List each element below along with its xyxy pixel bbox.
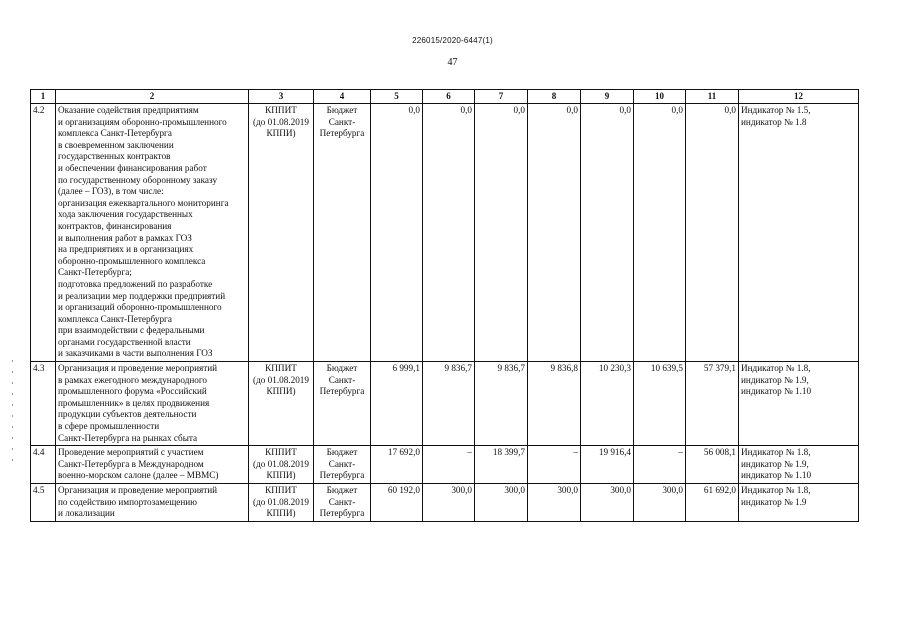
measure-description (56, 484, 249, 522)
value-cell: 18 399,7 (475, 446, 528, 484)
value-cell: 0,0 (423, 104, 475, 362)
executor-cell-line: КППИ) (266, 508, 296, 519)
funding-source-cell-line: Петербурга (319, 470, 365, 481)
measure-description-line: комплекса Санкт-Петербурга (58, 128, 172, 139)
document-id: 226015/2020-6447(1) (412, 36, 493, 45)
table-row (31, 104, 859, 362)
measure-description-line: Организация и проведение мероприятий (58, 363, 218, 374)
executor-cell-line: (до 01.08.2019 (253, 496, 309, 507)
measure-description-line: (далее – ГОЗ), в том числе: (58, 186, 164, 197)
indicators-cell-line: Индикатор № 1.8, (741, 363, 811, 374)
table-body (31, 104, 859, 522)
row-number: 4.2 (31, 104, 56, 362)
value-cell: 19 916,4 (581, 446, 634, 484)
funding-source-cell-line: Бюджет (326, 485, 358, 495)
value-cell: 57 379,1 (686, 362, 739, 446)
indicators-cell-line: Индикатор № 1.5, (741, 105, 811, 115)
executor-cell (249, 362, 314, 446)
table-row (31, 446, 859, 484)
value-cell: 0,0 (528, 104, 581, 362)
executor-cell-line: КППИТ (265, 363, 297, 374)
column-number-3: 3 (249, 90, 314, 104)
funding-source-cell-line: Петербурга (319, 386, 365, 397)
measure-description-line: при взаимодействии с федеральными (58, 325, 205, 336)
funding-source-cell-line: Петербурга (319, 508, 365, 519)
indicators-cell-line: Индикатор № 1.8, (741, 447, 811, 458)
value-cell: 300,0 (475, 484, 528, 522)
executor-cell-line: (до 01.08.2019 (253, 458, 309, 469)
measure-description-line: по содействию импортозамещению (58, 496, 198, 507)
column-number-7: 7 (475, 90, 528, 104)
page-number: 47 (447, 57, 458, 68)
measure-description (56, 446, 249, 484)
row-number: 4.4 (31, 446, 56, 484)
executor-cell-line: (до 01.08.2019 (253, 374, 309, 385)
indicators-cell-line: индикатор № 1.9, (741, 374, 809, 385)
indicators-cell-line: индикатор № 1.8 (741, 116, 807, 127)
measure-description (56, 104, 249, 362)
measure-description-line: хода заключения государственных (58, 209, 193, 220)
column-number-2: 2 (56, 90, 249, 104)
executor-cell-line: КППИ) (266, 470, 296, 481)
executor-cell-line: КППИ) (266, 128, 296, 139)
measure-description-line: продукции субъектов деятельности (58, 409, 197, 420)
column-number-9: 9 (581, 90, 634, 104)
column-number-1: 1 (31, 90, 56, 104)
value-cell: – (634, 446, 686, 484)
measure-description-line: комплекса Санкт-Петербурга (58, 313, 172, 324)
funding-source-cell-line: Бюджет (326, 447, 358, 458)
indicators-cell-line: индикатор № 1.9, (741, 458, 809, 469)
measure-description-line: Оказание содействия предприятиям (58, 105, 199, 115)
measure-description-line: Санкт-Петербурга в Международном (58, 458, 204, 469)
value-cell: 0,0 (475, 104, 528, 362)
value-cell: – (423, 446, 475, 484)
column-number-11: 11 (686, 90, 739, 104)
value-cell: 9 836,7 (423, 362, 475, 446)
measure-description-line: в своевременном заключении (58, 139, 174, 150)
measure-description-line: промышленного форума «Российский (58, 386, 207, 397)
value-cell: 6 999,1 (371, 362, 423, 446)
column-number-12: 12 (739, 90, 859, 104)
value-cell: 61 692,0 (686, 484, 739, 522)
measure-description-line: по государственному оборонному заказу (58, 174, 218, 185)
measure-description-line: и заказчиками в части выполнения ГОЗ (58, 348, 213, 359)
funding-source-cell-line: Бюджет (326, 105, 358, 115)
table-row (31, 362, 859, 446)
funding-source-cell-line: Санкт- (328, 496, 356, 507)
measure-description-line: Санкт-Петербурга на рынках сбыта (58, 432, 198, 443)
column-number-6: 6 (423, 90, 475, 104)
funding-source-cell (314, 104, 371, 362)
row-number: 4.5 (31, 484, 56, 522)
value-cell: 300,0 (423, 484, 475, 522)
measure-description-line: оборонно-промышленного комплекса (58, 255, 206, 266)
value-cell: 0,0 (634, 104, 686, 362)
value-cell: 60 192,0 (371, 484, 423, 522)
indicators-cell (739, 484, 859, 522)
measure-description-line: Организация и проведение мероприятий (58, 485, 218, 495)
measure-description-line: и локализации (58, 508, 115, 519)
indicators-cell-line: индикатор № 1.10 (741, 386, 812, 397)
column-number-10: 10 (634, 90, 686, 104)
value-cell: 9 836,8 (528, 362, 581, 446)
value-cell: 56 008,1 (686, 446, 739, 484)
funding-source-cell (314, 484, 371, 522)
value-cell: – (528, 446, 581, 484)
funding-source-cell-line: Санкт- (328, 116, 356, 127)
row-number: 4.3 (31, 362, 56, 446)
funding-source-cell (314, 446, 371, 484)
executor-cell (249, 104, 314, 362)
funding-source-cell-line: Санкт- (328, 458, 356, 469)
indicators-cell (739, 446, 859, 484)
measure-description-line: и организаций оборонно-промышленного (58, 302, 222, 313)
funding-source-cell-line: Петербурга (319, 128, 365, 139)
indicators-cell-line: Индикатор № 1.8, (741, 485, 811, 495)
column-number-row (31, 90, 859, 104)
measure-description-line: и реализации мер поддержки предприятий (58, 290, 226, 301)
executor-cell (249, 446, 314, 484)
measure-description-line: организация ежеквартального мониторинга (58, 197, 229, 208)
measure-description-line: в рамках ежегодного международного (58, 374, 208, 385)
measure-description-line: Санкт-Петербурга; (58, 267, 132, 278)
measure-description-line: Проведение мероприятий с участием (58, 447, 204, 458)
column-number-4: 4 (314, 90, 371, 104)
scan-margin-marks (12, 360, 14, 480)
measure-description-line: на предприятиях и в организациях (58, 244, 194, 255)
executor-cell-line: (до 01.08.2019 (253, 116, 309, 127)
measure-description-line: подготовка предложений по разработке (58, 278, 213, 289)
measure-description-line: государственных контрактов (58, 151, 171, 162)
value-cell: 0,0 (371, 104, 423, 362)
value-cell: 10 230,3 (581, 362, 634, 446)
indicators-cell-line: индикатор № 1.10 (741, 470, 812, 481)
measure-description-line: промышленник» в целях продвижения (58, 397, 210, 408)
value-cell: 10 639,5 (634, 362, 686, 446)
column-number-8: 8 (528, 90, 581, 104)
executor-cell-line: КППИТ (265, 485, 297, 495)
measure-description-line: и организациям оборонно-промышленного (58, 116, 227, 127)
measures-table (30, 89, 859, 522)
measure-description-line: и выполнения работ в рамках ГОЗ (58, 232, 192, 243)
column-number-5: 5 (371, 90, 423, 104)
measure-description-line: органами государственной власти (58, 336, 191, 347)
indicators-cell (739, 362, 859, 446)
executor-cell (249, 484, 314, 522)
value-cell: 0,0 (686, 104, 739, 362)
value-cell: 17 692,0 (371, 446, 423, 484)
measure-description-line: контрактов, финансирования (58, 220, 172, 231)
value-cell: 300,0 (528, 484, 581, 522)
value-cell: 0,0 (581, 104, 634, 362)
indicators-cell (739, 104, 859, 362)
indicators-cell-line: индикатор № 1.9 (741, 496, 807, 507)
measure-description-line: военно-морском салоне (далее – МВМС) (58, 470, 219, 481)
value-cell: 300,0 (581, 484, 634, 522)
table-row (31, 484, 859, 522)
value-cell: 300,0 (634, 484, 686, 522)
funding-source-cell-line: Бюджет (326, 363, 358, 374)
executor-cell-line: КППИ) (266, 386, 296, 397)
measure-description (56, 362, 249, 446)
funding-source-cell-line: Санкт- (328, 374, 356, 385)
executor-cell-line: КППИТ (265, 105, 297, 115)
measure-description-line: и обеспечении финансирования работ (58, 162, 207, 173)
funding-source-cell (314, 362, 371, 446)
value-cell: 9 836,7 (475, 362, 528, 446)
executor-cell-line: КППИТ (265, 447, 297, 458)
measure-description-line: в сфере промышленности (58, 421, 160, 432)
